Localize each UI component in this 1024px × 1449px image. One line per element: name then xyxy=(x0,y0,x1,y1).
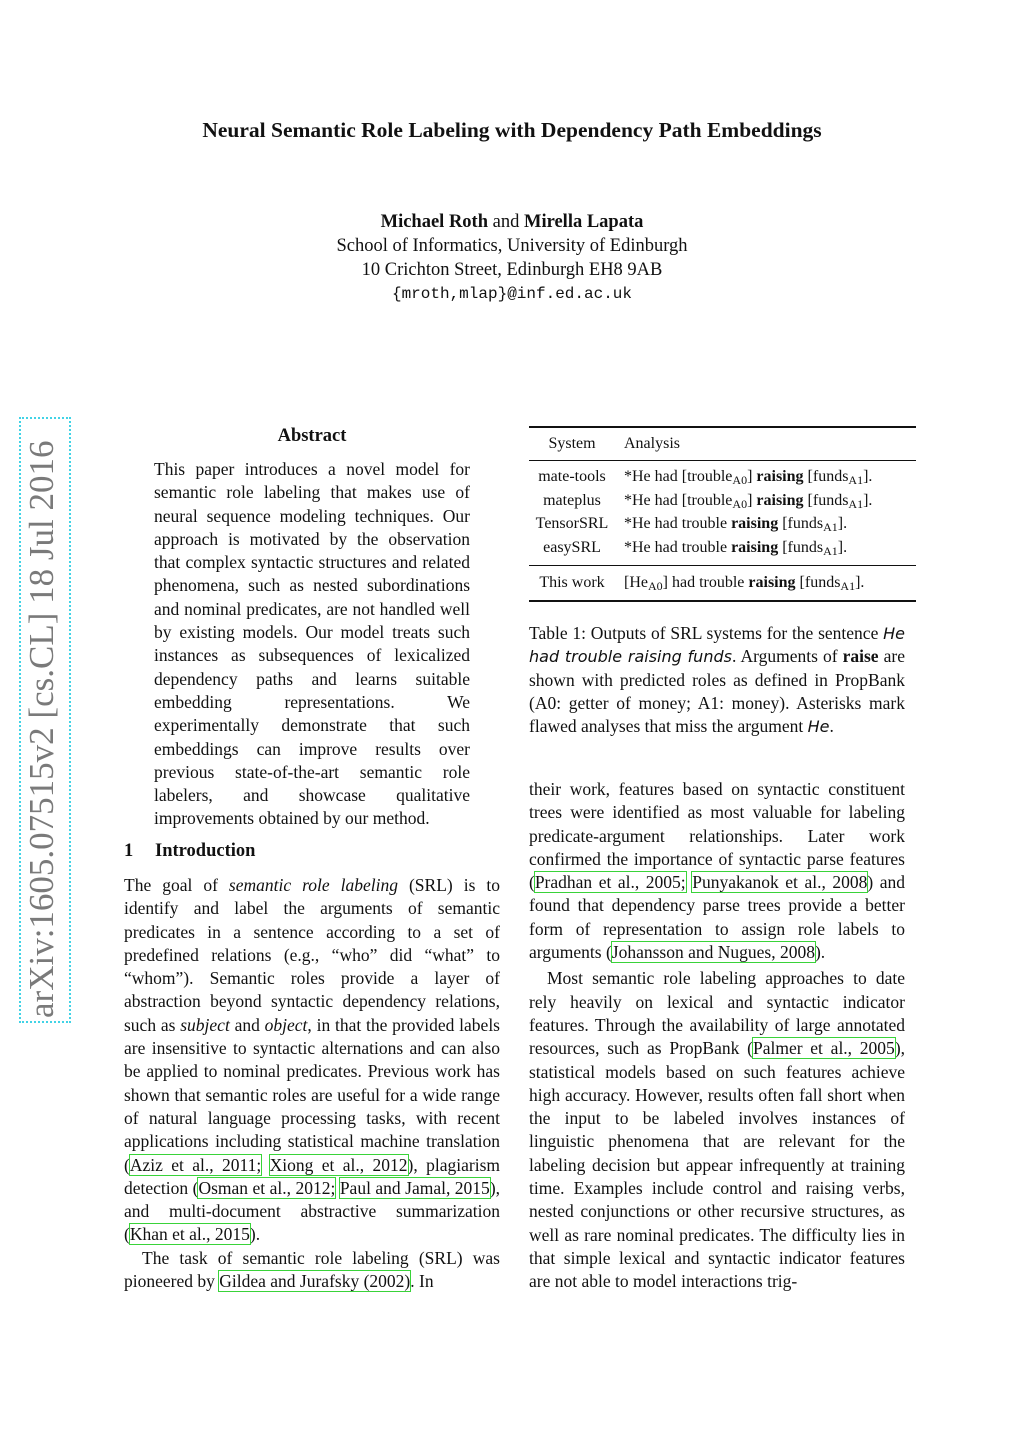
table-row xyxy=(529,536,916,560)
section-number: 1 xyxy=(124,841,134,861)
text-run: ), plagiarism detection ( xyxy=(124,1154,501,1198)
citation-link[interactable]: Xiong et al., 2012 xyxy=(269,1154,408,1175)
emphasis: semantic role labeling xyxy=(228,875,398,895)
abstract-heading: Abstract xyxy=(277,426,347,446)
analysis-cell: *He had [trouble$_{A0}$] raising [funds$_{A1}$]. xyxy=(624,491,873,511)
paper-title: Neural Semantic Role Labeling with Dependency Path Embeddings xyxy=(202,118,822,142)
table-header-row xyxy=(529,428,916,460)
text-run: and xyxy=(229,1014,265,1035)
paragraph: their work, features based on syntactic constituent trees were identified as most valuable for labeling predicate-argument relationships. Later work confirmed the importance of syntactic parse features (Pradhan et al., 2005; Punyakanok et al., 2008) and found that dependency parse trees provide a better form of representation to assign role labels to arguments (Johansson and Nugues, 2008). xyxy=(529,779,906,963)
analysis-cell: *He had trouble raising [funds$_{A1}$]. xyxy=(624,538,848,558)
example-sentence: He had trouble raising funds xyxy=(529,624,905,667)
paragraph: Most semantic role labeling approaches to date rely heavily on lexical and syntactic indicator features. Through the availability of large annotated resources, such as PropBank (Palmer et al., 2005), statistical models based on such features achieve high accuracy. However, results often fall short when the input to be labeled involves instances of linguistic phenomena that are relevant for the labeling decision but appear infrequently at training time. Examples include control and raising verbs, nested conjunctions or other recursive structures, as well as rare nominal predicates. The difficulty lies in that simple lexical and syntactic indicator features are not able to model interactions trig- xyxy=(529,968,906,1292)
table-row xyxy=(529,569,916,596)
text-run: . In xyxy=(410,1271,434,1292)
table-row xyxy=(529,465,916,489)
emphasis: subject xyxy=(180,1014,230,1035)
address: 10 Crichton Street, Edinburgh EH8 9AB xyxy=(361,260,663,280)
author-conjunction: and xyxy=(492,212,520,232)
citation-link[interactable]: Paul and Jamal, 2015 xyxy=(339,1177,490,1198)
abstract-text: This paper introduces a novel model for semantic role labeling that makes use of neural sequence modeling techniques. Our approach is motivated by the observation that complex syntactic structures and related phenomena, such as nested subordinations and nominal predicates, are not handled well by existing models. Our model treats such instances as subsequences of lexicalized dependency paths and learns suitable embedding representations. We experimentally demonstrate that such embeddings can improve results over previous state-of-the-art semantic role labelers, and showcase qualitative improvements obtained by our method. xyxy=(154,459,470,829)
text-run: ). xyxy=(249,1224,261,1245)
email: {mroth,mlap}@inf.ed.ac.uk xyxy=(391,285,633,303)
citation-link[interactable]: Khan et al., 2015 xyxy=(129,1224,250,1245)
citation-link[interactable]: Gildea and Jurafsky (2002) xyxy=(219,1271,411,1292)
text-run: (SRL) is to identify and label the arguments of semantic predicates in a sentence according to a set of predefined relations (e.g., “who” did “what” to “whom”). Semantic roles provide a layer of abstraction beyond syntactic dependency relations, such as xyxy=(124,875,500,1035)
left-column-body xyxy=(124,874,500,1293)
system-cell: mateplus xyxy=(543,491,601,509)
citation-link[interactable]: Punyakanok et al., 2008 xyxy=(692,872,868,893)
paragraph xyxy=(124,1247,500,1294)
system-cell: easySRL xyxy=(543,538,601,556)
text-run xyxy=(261,1155,269,1175)
text-run: The goal of xyxy=(124,875,229,895)
author-block xyxy=(0,210,1024,306)
table-row xyxy=(529,512,916,536)
author-name: Michael Roth xyxy=(380,212,489,232)
arxiv-stamp[interactable]: arXiv:1605.07515v2 [cs.CL] 18 Jul 2016 xyxy=(20,418,70,1022)
emphasis: object xyxy=(264,1014,308,1035)
right-column-body xyxy=(529,778,905,1294)
affiliation: School of Informatics, University of Edinburgh xyxy=(336,236,688,256)
system-cell: TensorSRL xyxy=(535,515,609,532)
citation-link[interactable]: Johansson and Nugues, 2008 xyxy=(611,942,815,963)
table-row xyxy=(529,489,916,513)
citation-link[interactable]: Aziz et al., 2011; xyxy=(129,1154,262,1175)
citation-link[interactable]: Palmer et al., 2005 xyxy=(752,1038,895,1059)
table-header-cell: System xyxy=(548,435,596,452)
text-run: The task of semantic role labeling (SRL) was pioneered by xyxy=(124,1247,500,1292)
system-cell: This work xyxy=(539,574,605,591)
results-table xyxy=(529,426,916,602)
author-name: Mirella Lapata xyxy=(523,212,644,232)
table-rule xyxy=(529,600,916,602)
system-cell: mate-tools xyxy=(538,468,606,485)
table-header-cell: Analysis xyxy=(624,435,680,452)
text-run: , in that the provided labels are insensitive to syntactic alternations and can also be applied to nominal predicates. Previous work has shown that semantic roles are useful for a wide range of natural language processing tasks, with recent applications including statistical machine translation ( xyxy=(124,1014,500,1175)
analysis-cell: *He had [trouble$_{A0}$] raising [funds$_{A1}$]. xyxy=(624,468,873,487)
section-title: Introduction xyxy=(155,841,256,861)
citation-link[interactable]: Pradhan et al., 2005; xyxy=(534,872,686,893)
table-caption: Table 1: Outputs of SRL systems for the sentence He had trouble raising funds. Arguments of raise are shown with predicted roles as defined in PropBank (A0: getter of money; A1: money). Asterisks mark flawed analyses that miss the argument He. xyxy=(529,623,905,737)
citation-link[interactable]: Osman et al., 2012; xyxy=(198,1177,336,1198)
text-run: ), and multi-document abstractive summarization ( xyxy=(124,1177,501,1245)
paragraph xyxy=(124,874,500,1247)
analysis-cell: $[He_{A0}]$ had trouble raising [funds$_{A1}$]. xyxy=(624,574,865,593)
section-heading xyxy=(124,841,255,862)
analysis-cell: *He had trouble raising [funds$_{A1}$]. xyxy=(624,515,848,534)
